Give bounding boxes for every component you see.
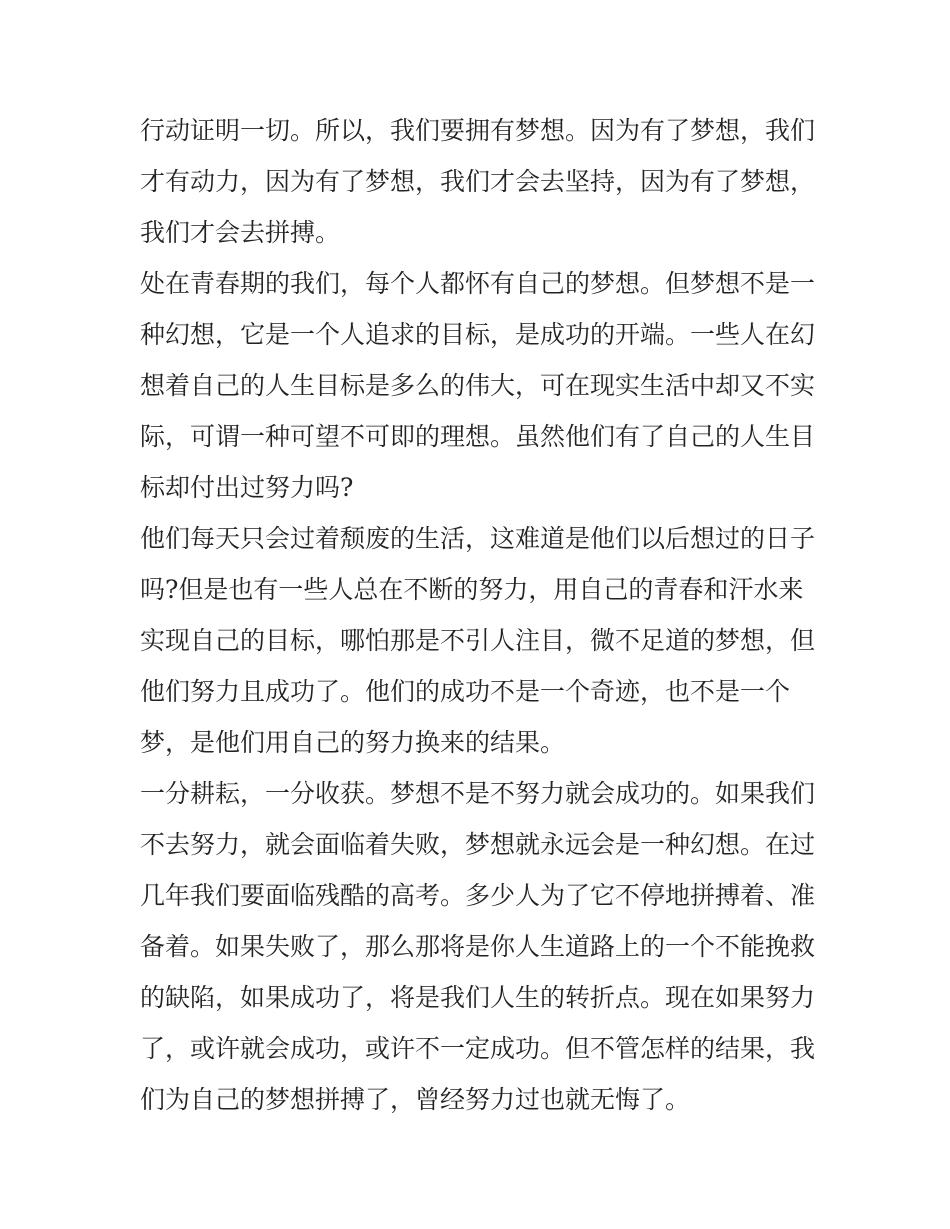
text-line: 我们才会去拼搏。 — [140, 218, 341, 247]
text-line: 几年我们要面临残酷的高考。多少人为了它不停地拼搏着、准 — [140, 881, 815, 910]
text-line: 标却付出过努力吗? — [140, 473, 354, 502]
text-line: 了，或许就会成功，或许不一定成功。但不管怎样的结果，我 — [140, 1034, 815, 1063]
text-line: 实现自己的目标，哪怕那是不引人注目，微不足道的梦想，但 — [140, 626, 815, 655]
text-line: 际，可谓一种可望不可即的理想。虽然他们有了自己的人生目 — [140, 422, 815, 451]
text-line: 他们努力且成功了。他们的成功不是一个奇迹，也不是一个 — [140, 677, 791, 706]
text-line: 备着。如果失败了，那么那将是你人生道路上的一个不能挽救 — [140, 932, 815, 961]
text-line: 不去努力，就会面临着失败，梦想就永远会是一种幻想。在过 — [140, 830, 815, 859]
text-line: 行动证明一切。所以，我们要拥有梦想。因为有了梦想，我们 — [140, 116, 815, 145]
text-line: 梦，是他们用自己的努力换来的结果。 — [140, 728, 566, 757]
text-line: 才有动力，因为有了梦想，我们才会去坚持，因为有了梦想， — [140, 167, 815, 196]
text-line: 吗?但是也有一些人总在不断的努力，用自己的青春和汗水来 — [140, 575, 804, 604]
text-line: 一分耕耘，一分收获。梦想不是不努力就会成功的。如果我们 — [140, 779, 815, 808]
text-line: 的缺陷，如果成功了，将是我们人生的转折点。现在如果努力 — [140, 983, 815, 1012]
text-line: 他们每天只会过着颓废的生活，这难道是他们以后想过的日子 — [140, 524, 815, 553]
text-line: 想着自己的人生目标是多么的伟大，可在现实生活中却又不实 — [140, 371, 815, 400]
text-line: 们为自己的梦想拼搏了，曾经努力过也就无悔了。 — [140, 1085, 691, 1114]
text-line: 处在青春期的我们，每个人都怀有自己的梦想。但梦想不是一 — [140, 269, 815, 298]
body-text — [140, 105, 815, 1125]
text-line: 种幻想，它是一个人追求的目标，是成功的开端。一些人在幻 — [140, 320, 815, 349]
